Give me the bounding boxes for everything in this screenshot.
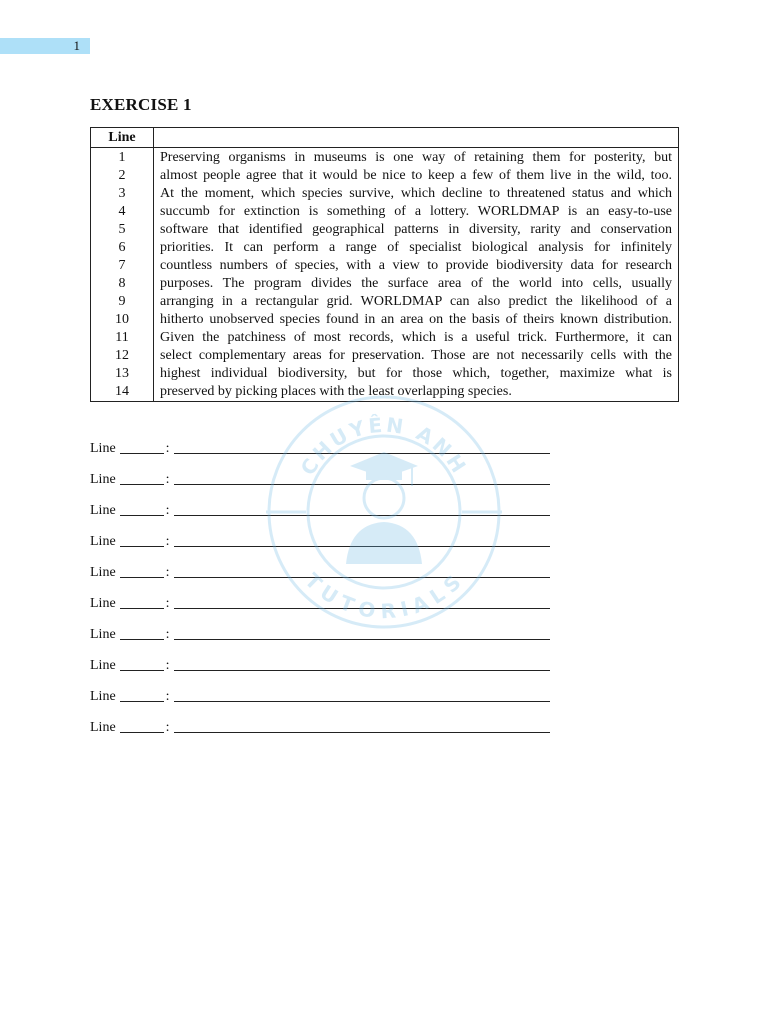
answer-line-label: Line: [90, 596, 116, 611]
answer-line: [90, 612, 550, 643]
line-number: 9: [118, 294, 126, 309]
correction-blank[interactable]: [174, 484, 550, 485]
line-number: 10: [115, 312, 129, 327]
line-number: 5: [118, 222, 126, 237]
correction-blank[interactable]: [174, 577, 550, 578]
colon-separator: :: [165, 689, 170, 704]
passage-line: highest individual biodiversity, but for those which, together, maximize what is: [160, 366, 672, 381]
watermark-top-text: CHUYÊN ANH: [295, 412, 473, 480]
passage-line: succumb for extinction is something of a lottery. WORLDMAP is an easy-to-use: [160, 204, 672, 219]
table-header-row: [91, 128, 679, 148]
text-column-header: [154, 128, 679, 148]
answer-line-label: Line: [90, 441, 116, 456]
line-number-blank[interactable]: [120, 546, 164, 547]
line-number: 4: [118, 204, 126, 219]
line-number: 14: [115, 384, 129, 399]
correction-blank[interactable]: [174, 701, 550, 702]
answer-line-label: Line: [90, 689, 116, 704]
line-numbers-cell: [91, 148, 154, 402]
correction-blank[interactable]: [174, 608, 550, 609]
passage-line: priorities. It can perform a range of specialist biological analysis for infinitely: [160, 240, 672, 255]
colon-separator: :: [165, 565, 170, 580]
exercise-title: EXERCISE 1: [90, 95, 192, 114]
answer-line: [90, 457, 550, 488]
line-number-blank[interactable]: [120, 639, 164, 640]
colon-separator: :: [165, 534, 170, 549]
correction-blank[interactable]: [174, 639, 550, 640]
passage-line: At the moment, which species survive, which decline to threatened status and which: [160, 186, 672, 201]
passage-line: Given the patchiness of most records, which is a useful trick. Furthermore, it can: [160, 330, 672, 345]
answer-line: [90, 643, 550, 674]
line-number: 8: [118, 276, 126, 291]
answer-lines: [90, 426, 550, 736]
line-number: 11: [115, 330, 129, 345]
line-number: 12: [115, 348, 129, 363]
answer-line: [90, 705, 550, 736]
correction-blank[interactable]: [174, 515, 550, 516]
passage-line: Preserving organisms in museums is one way of retaining them for posterity, but: [160, 150, 672, 165]
line-number-blank[interactable]: [120, 670, 164, 671]
passage-line: arranging in a rectangular grid. WORLDMAP can also predict the likelihood of a: [160, 294, 672, 309]
answer-line-label: Line: [90, 503, 116, 518]
answer-line: [90, 674, 550, 705]
page-number-tab: [0, 38, 90, 54]
line-number: 7: [118, 258, 126, 273]
passage-line: hitherto unobserved species found in an area on the basis of theirs known distribution.: [160, 312, 672, 327]
colon-separator: :: [165, 503, 170, 518]
colon-separator: :: [165, 627, 170, 642]
answer-line-label: Line: [90, 627, 116, 642]
line-number-blank[interactable]: [120, 515, 164, 516]
answer-line: [90, 426, 550, 457]
answer-line: [90, 488, 550, 519]
correction-blank[interactable]: [174, 453, 550, 454]
line-number-blank[interactable]: [120, 732, 164, 733]
line-number-blank[interactable]: [120, 577, 164, 578]
passage-line: preserved by picking places with the least overlapping species.: [160, 384, 512, 399]
passage-text-cell: [154, 148, 679, 402]
answer-line-label: Line: [90, 472, 116, 487]
answer-line-label: Line: [90, 565, 116, 580]
correction-blank[interactable]: [174, 670, 550, 671]
line-number: 13: [115, 366, 129, 381]
line-column-header: Line: [91, 128, 154, 148]
answer-line: [90, 550, 550, 581]
page-number: 1: [73, 38, 80, 53]
answer-line-label: Line: [90, 658, 116, 673]
answer-line-label: Line: [90, 720, 116, 735]
line-number-blank[interactable]: [120, 701, 164, 702]
passage-line: software that identified geographical patterns in diversity, rarity and conservation: [160, 222, 672, 237]
line-number-blank[interactable]: [120, 453, 164, 454]
colon-separator: :: [165, 596, 170, 611]
watermark-bottom-text: TUTORIALS: [300, 568, 468, 624]
colon-separator: :: [165, 658, 170, 673]
passage-line: select complementary areas for preservation. Those are not necessarily cells with the: [160, 348, 672, 363]
answer-line: [90, 581, 550, 612]
line-number: 6: [118, 240, 126, 255]
passage-line: almost people agree that it would be nice to keep a few of them live in the wild, too.: [160, 168, 672, 183]
exercise-table: [90, 127, 679, 402]
colon-separator: :: [165, 472, 170, 487]
correction-blank[interactable]: [174, 546, 550, 547]
line-number: 3: [118, 186, 126, 201]
passage-line: purposes. The program divides the surface area of the world into cells, usually: [160, 276, 672, 291]
table-body-row: [91, 148, 679, 402]
answer-line: [90, 519, 550, 550]
colon-separator: :: [165, 720, 170, 735]
line-number: 1: [118, 150, 126, 165]
passage-line: countless numbers of species, with a view to provide biodiversity data for research: [160, 258, 672, 273]
line-number-blank[interactable]: [120, 608, 164, 609]
colon-separator: :: [165, 441, 170, 456]
correction-blank[interactable]: [174, 732, 550, 733]
line-number: 2: [118, 168, 126, 183]
answer-line-label: Line: [90, 534, 116, 549]
line-number-blank[interactable]: [120, 484, 164, 485]
